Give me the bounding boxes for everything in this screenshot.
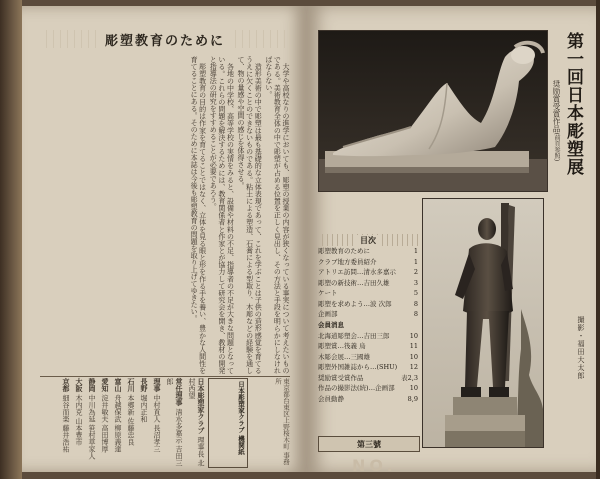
issue-stamp: NO. (352, 456, 397, 475)
series-subtitle: 奨励賞受賞作品(前頁参照) (552, 80, 561, 162)
skier-figure-image (423, 199, 543, 447)
article-title: 彫塑教育のために (40, 30, 290, 48)
reclining-figure-photo (318, 30, 548, 192)
toc-item: クラブ地方委員紹介 1 (318, 257, 418, 266)
series-subtitle-note: (前頁参照) (553, 132, 560, 162)
credit-entry: 理事 中村直人 長沼孝三 (153, 378, 162, 453)
toc-item: 彫塑賞…筏義 烏 11 (318, 342, 418, 350)
skier-figure-photo (422, 198, 544, 448)
toc-item: アトリエ訪問…清水多嘉示 2 (318, 268, 418, 276)
toc-item: 北海道彫塑会…吉田三郎 10 (318, 331, 418, 340)
article-paragraph: 大学や高校なりの進学においても、彫塑の授業の内容が狭くなっている事実について考えたいものである。美術教育全体の中で彫塑が占める位置を正しく見出し、その方法と手段を明らかにしなければならない。 (264, 56, 290, 374)
toc-item: 木彫会展…三國雄 10 (318, 352, 418, 361)
series-title: 第一回日本彫塑展 (563, 32, 583, 176)
publisher-address: 東京都台東区上野桜木町 事務所 (274, 378, 290, 465)
photo-credit: 撮影・福田大太郎 (577, 316, 585, 380)
article-paragraph: 各地の中学校、高等学校の実情をみると、設備や材料の不足、指導者の不足が大きな問題となっている。これらの問題を解決するためには、教育関係者と作家とが協力して研究会を開き、教材の開発と指導法の研究をすすめることが必要であろう。 (209, 56, 235, 374)
credit-entry: 常任理事 清水多嘉示 吉田三郎 (166, 378, 184, 467)
issue-label: 第三號 (318, 436, 420, 452)
credit-entry: 日本彫塑家クラブ 理事長 北村西望 (188, 378, 206, 467)
toc-subheading: 会員消息 (318, 320, 344, 329)
page-edge (596, 0, 600, 479)
credit-entry: 富山 舟越保武 柳原義達 (114, 378, 123, 453)
book-spine (0, 0, 22, 479)
article-paragraph: 造形美術の中で彫塑は最も基礎的な立体表現であって、これを学ぶことは子供の造形感覚を育てるうえに欠くことのできないものである。粘土による塑造、石膏による型取り、木彫などの経験を通して、物の量感や空間の感じを体得させる。 (237, 56, 263, 374)
credit-entry: 大阪 木内克 山本豊市 (75, 378, 84, 446)
table-of-contents (318, 234, 418, 434)
credit-entry: 京都 細谷而楽 藤井浩祐 (62, 378, 71, 453)
credit-entry: 長野 堀内正和 (140, 378, 149, 423)
masthead (40, 378, 290, 468)
toc-item: 彫塑の新技術…吉田久雄 3 (318, 278, 418, 287)
credit-entry: 愛知 淀井敏夫 高田博厚 (101, 378, 110, 453)
toc-item: 彫塑教育のために 1 (318, 247, 418, 255)
publisher-box: 日本彫塑家クラブ 機関紙 (208, 378, 248, 468)
section-divider (40, 376, 290, 377)
toc-item: 彫塑を求めよう…波 次郎 8 (318, 299, 418, 308)
reclining-figure-image (319, 31, 547, 191)
toc-item: 会員動静 8,9 (318, 394, 418, 403)
article-body (40, 56, 290, 374)
toc-item: 作品の撮影法(続)…企画部 10 (318, 384, 418, 392)
credit-entry: 石川 本郷新 佐藤忠良 (127, 378, 136, 446)
article-paragraph: 彫塑教育の目的は作家を育てることではなく、立体を見る眼と形を作る手を養い、豊かな人間性を育てることにある。そのために本誌は今後も彫塑教育の問題を取り上げてゆきたい。 (190, 56, 207, 374)
credit-entry: 静岡 中川為延 笹村草家人 (88, 378, 97, 460)
toc-heading: 目次 (318, 234, 418, 246)
toc-item: 彫塑外国雑誌から…(SHU) 12 (318, 363, 418, 371)
toc-item: 企画部 8 (318, 310, 418, 318)
toc-item: 奨励賞受賞作品 表2,3 (318, 373, 418, 382)
toc-item: ケート 5 (318, 289, 418, 297)
credits-list (42, 378, 206, 468)
